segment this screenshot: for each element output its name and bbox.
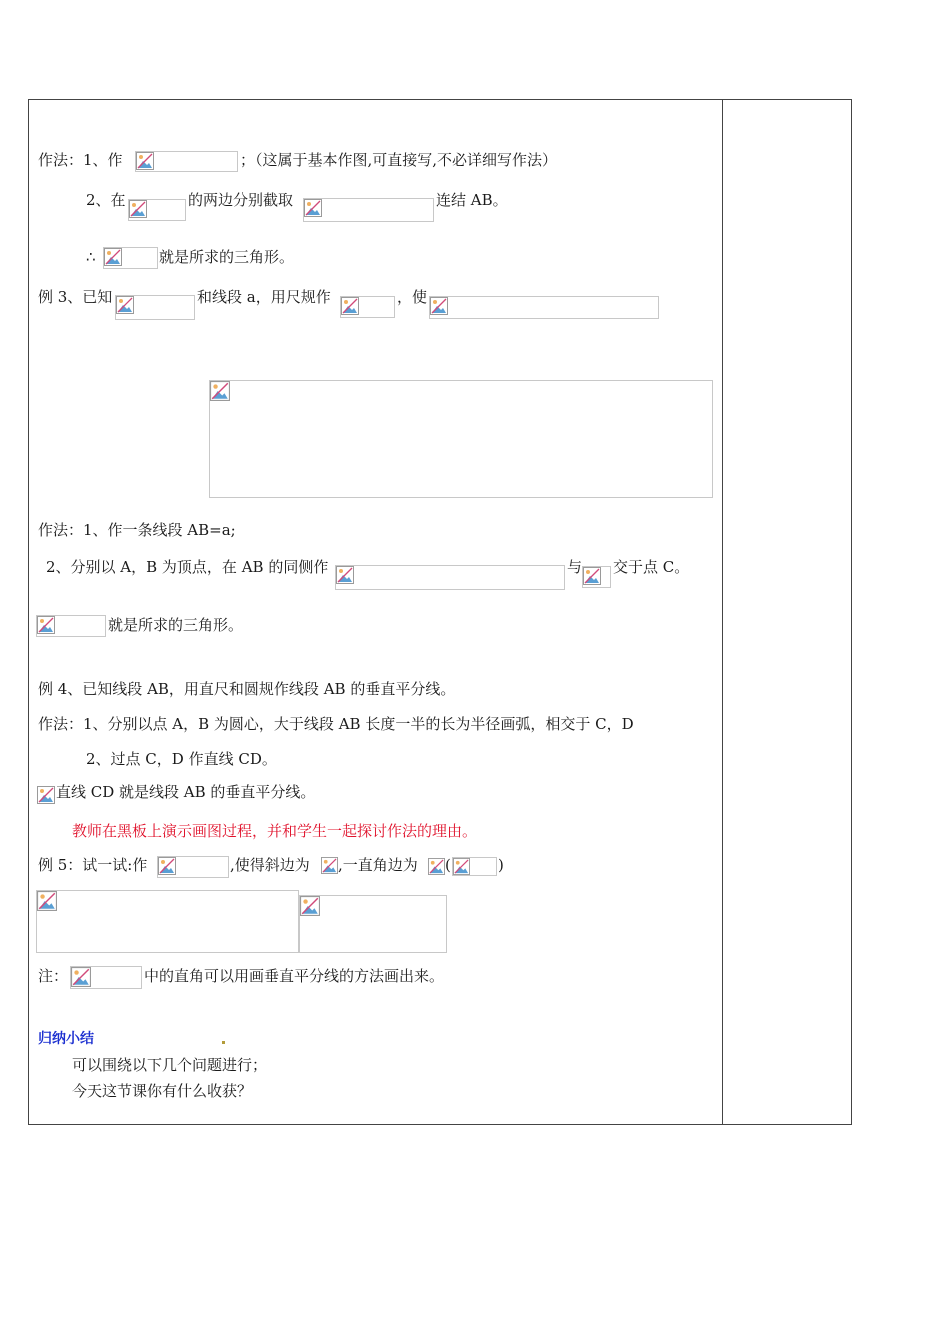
formula-image [36, 615, 106, 637]
broken-image-icon [104, 248, 122, 266]
formula-image [103, 247, 158, 269]
formula-image [452, 857, 497, 876]
method-line-2-end: 连结 AB。 [436, 191, 508, 209]
note-label: 注： [38, 967, 69, 985]
method-3-intersect: 交于点 C。 [613, 558, 690, 576]
broken-image-icon [428, 858, 445, 875]
table-column-divider [722, 99, 723, 1125]
broken-image-icon [71, 967, 91, 987]
teacher-note: 教师在黑板上演示画图过程，并和学生一起探讨作法的理由。 [72, 822, 478, 840]
formula-image [340, 296, 395, 318]
example-3-figure [209, 380, 713, 498]
therefore-symbol: ∴ [86, 248, 96, 266]
example-5-paren-close: ) [498, 856, 504, 874]
formula-image [70, 966, 142, 989]
broken-image-icon [37, 616, 55, 634]
broken-image-icon [37, 786, 55, 804]
broken-image-icon [136, 152, 154, 170]
formula-image [582, 566, 611, 588]
formula-image [335, 565, 565, 590]
formula-image [128, 199, 186, 221]
formula-image [37, 786, 55, 804]
formula-image [303, 198, 434, 222]
broken-image-icon [453, 858, 470, 875]
broken-image-icon [37, 891, 57, 911]
broken-image-icon [116, 296, 134, 314]
broken-image-icon [321, 857, 338, 874]
formula-image [115, 295, 195, 320]
method-3-line-1: 作法：1、作一条线段 AB=a; [38, 521, 236, 539]
example-5-paren-open: ( [445, 856, 451, 874]
broken-image-icon [304, 199, 322, 217]
example-5-leg: ,一直角边为 [338, 856, 418, 874]
example-3-mid: 和线段 a，用尺规作 [197, 288, 331, 306]
method-3-conclusion: 就是所求的三角形。 [108, 616, 244, 634]
example-4-method-1: 作法：1、分别以点 A，B 为圆心，大于线段 AB 长度一半的长为半径画弧，相交于 C，D [38, 715, 634, 733]
example-5-figure-left [36, 890, 299, 953]
example-3-end: ，使 [397, 288, 428, 306]
broken-image-icon [583, 567, 601, 585]
example-4-method-2: 2、过点 C，D 作直线 CD。 [86, 750, 277, 768]
broken-image-icon [129, 200, 147, 218]
example-3-title: 例 3、已知 [38, 288, 113, 306]
summary-heading: 归纳小结 [38, 1031, 94, 1047]
method-line-1-note: ；（这属于基本作图,可直接写,不必详细写作法） [240, 151, 558, 169]
decorative-dot [222, 1041, 225, 1044]
broken-image-icon [336, 566, 354, 584]
example-5-title: 例 5：试一试:作 [38, 856, 148, 874]
broken-image-icon [430, 297, 448, 315]
formula-image [428, 858, 445, 875]
broken-image-icon [210, 381, 230, 401]
formula-image [429, 296, 659, 319]
broken-image-icon [158, 857, 176, 875]
method-line-2-label: 2、在 [86, 191, 126, 209]
summary-line-1: 可以围绕以下几个问题进行； [72, 1056, 268, 1074]
conclusion-text: 就是所求的三角形。 [159, 248, 295, 266]
example-4-title: 例 4、已知线段 AB，用直尺和圆规作线段 AB 的垂直平分线。 [38, 680, 456, 698]
method-line-2-mid: 的两边分别截取 [188, 191, 294, 209]
example-5-figure-right [299, 895, 447, 953]
broken-image-icon [341, 297, 359, 315]
formula-image [157, 856, 229, 878]
summary-line-2: 今天这节课你有什么收获？ [72, 1082, 253, 1100]
method-3-with: 与 [567, 558, 583, 576]
example-4-conclusion: 直线 CD 就是线段 AB 的垂直平分线。 [56, 783, 316, 801]
formula-image [135, 151, 238, 172]
method-3-line-2: 2、分别以 A，B 为顶点，在 AB 的同侧作 [46, 558, 329, 576]
broken-image-icon [300, 896, 320, 916]
note-text: 中的直角可以用画垂直平分线的方法画出来。 [144, 967, 445, 985]
method-line-1-label: 作法：1、作 [38, 151, 123, 169]
formula-image [321, 857, 338, 874]
example-5-hypotenuse: ,使得斜边为 [230, 856, 310, 874]
